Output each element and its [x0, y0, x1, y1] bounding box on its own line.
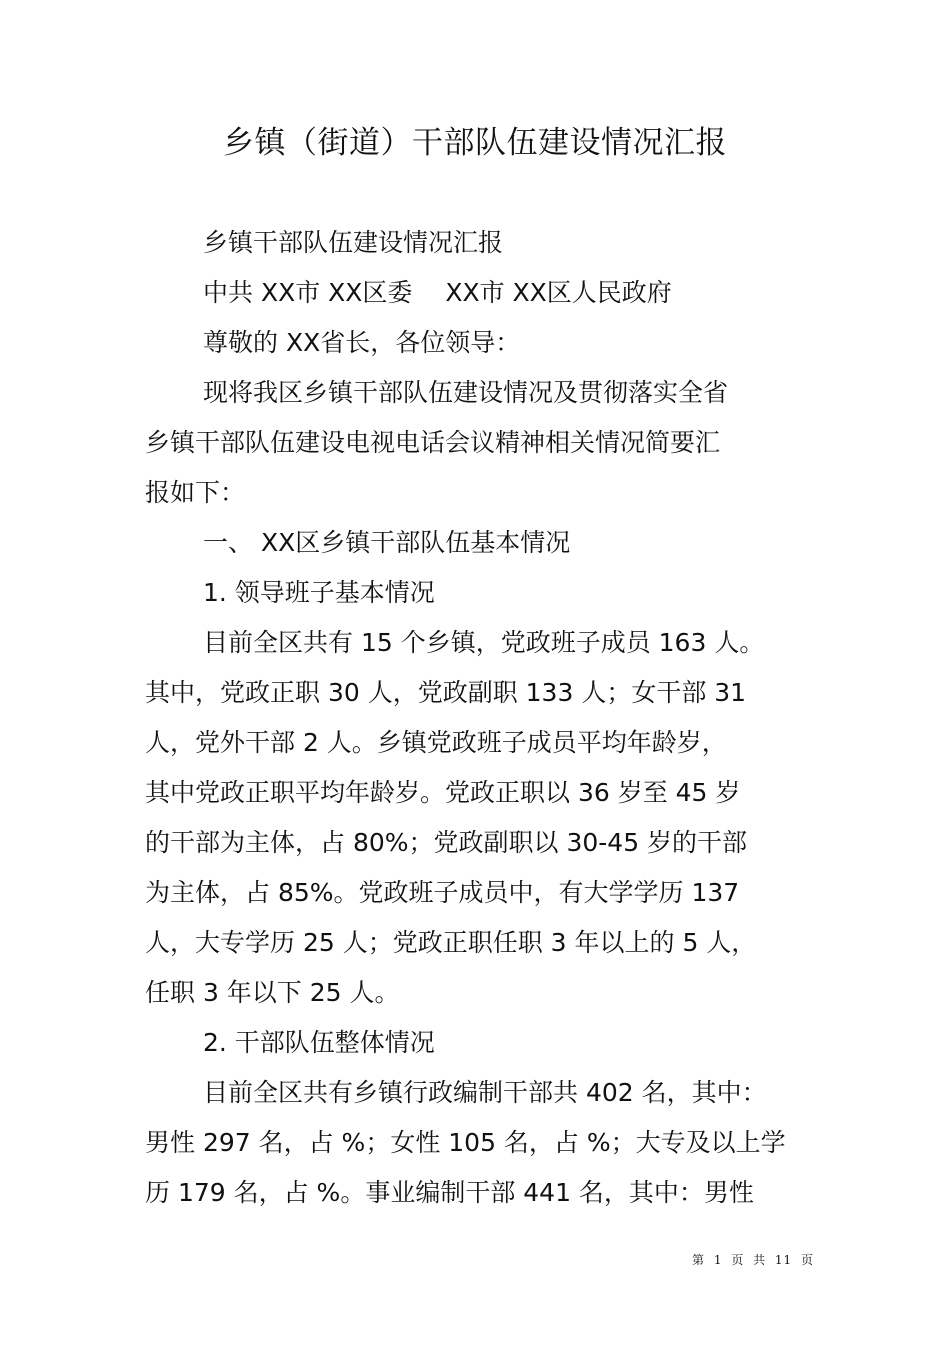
paragraph-line: 任职 3 年以下 25 人。 [145, 978, 400, 1007]
intro-line: 报如下： [145, 478, 246, 507]
paragraph-line: 的干部为主体，占 80%；党政副职以 30-45 岁的干部 [145, 828, 748, 857]
document-body [145, 218, 815, 1218]
paragraph-line: 目前全区共有 15 个乡镇，党政班子成员 163 人。 [203, 628, 765, 657]
paragraph-line: 历 179 名，占 %。事业编制干部 441 名，其中：男性 [145, 1178, 754, 1207]
issuer-line: 中共 XX市 XX区委 XX市 XX区人民政府 [203, 278, 672, 307]
document-title: 乡镇（街道）干部队伍建设情况汇报 [223, 125, 727, 161]
paragraph-line: 其中，党政正职 30 人，党政副职 133 人；女干部 31 [145, 678, 747, 707]
salutation: 尊敬的 XX省长，各位领导： [203, 328, 521, 357]
intro-line: 乡镇干部队伍建设电视电话会议精神相关情况简要汇 [145, 428, 721, 457]
subsection-heading: 1. 领导班子基本情况 [203, 578, 435, 607]
section-heading: 一、 XX区乡镇干部队伍基本情况 [203, 528, 571, 557]
paragraph-line: 其中党政正职平均年龄岁。党政正职以 36 岁至 45 岁 [145, 778, 741, 807]
paragraph-line: 男性 297 名，占 %；女性 105 名，占 %；大专及以上学 [145, 1128, 786, 1157]
paragraph-line: 目前全区共有乡镇行政编制干部共 402 名，其中： [203, 1078, 767, 1107]
subsection-heading: 2. 干部队伍整体情况 [203, 1028, 435, 1057]
paragraph-line: 为主体，占 85%。党政班子成员中，有大学学历 137 [145, 878, 740, 907]
paragraph-line: 人，大专学历 25 人；党政正职任职 3 年以上的 5 人， [145, 928, 757, 957]
intro-line: 现将我区乡镇干部队伍建设情况及贯彻落实全省 [203, 378, 729, 407]
report-heading: 乡镇干部队伍建设情况汇报 [203, 228, 504, 257]
page-number-footer: 第 1 页 共 11 页 [692, 1253, 814, 1267]
paragraph-line: 人，党外干部 2 人。乡镇党政班子成员平均年龄岁， [145, 728, 727, 757]
